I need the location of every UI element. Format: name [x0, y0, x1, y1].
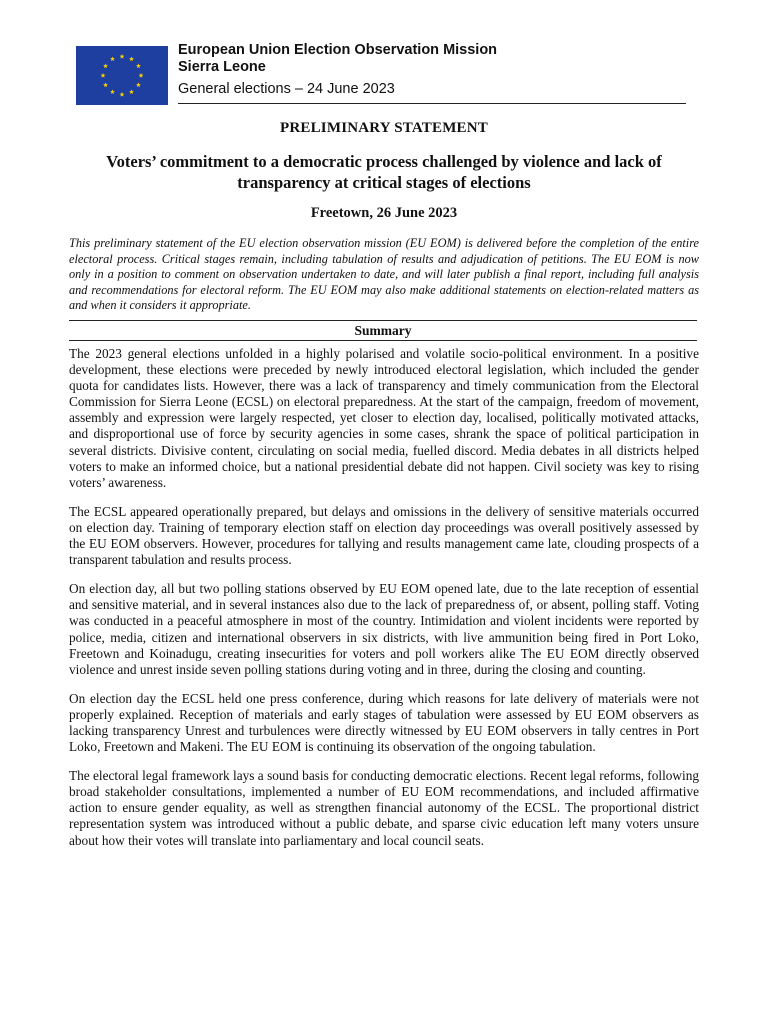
eu-flag-stars — [76, 46, 168, 105]
summary-heading-bar — [69, 320, 697, 341]
header-divider — [178, 103, 686, 104]
document-type: PRELIMINARY STATEMENT — [280, 120, 488, 136]
summary-body — [69, 346, 699, 862]
election-subtitle: General elections – 24 June 2023 — [178, 81, 395, 97]
disclaimer-paragraph: This preliminary statement of the EU election observation mission (EU EOM) is delivered before the completion of the entire electoral process. Critical stages remain, including tabulation of results and adjudication of petitions. The EU EOM is now only in a position to comment on observation undertaken to date, and will later publish a final report, including full analysis and recommendations for electoral reform. The EU EOM may also make additional statements on election-related matters as and when it considers it appropriate. — [69, 236, 699, 312]
mission-header — [178, 42, 688, 98]
mission-name: European Union Election Observation Mission — [178, 42, 498, 58]
eu-flag-logo — [76, 46, 168, 105]
place-and-date: Freetown, 26 June 2023 — [310, 205, 458, 221]
mission-country: Sierra Leone — [178, 59, 266, 75]
summary-paragraph: On election day the ECSL held one press conference, during which reasons for late delivery of materials were not properly explained. Reception of materials and early stages of tabulation were assessed by EU EOM observers as lacking transparency Unrest and turbulences were directly witnessed by EU EOM observers in tally centres in Port Loko, Freetown and Makeni. The EU EOM is continuing its observation of the ongoing tabulation. — [69, 690, 699, 755]
summary-paragraph: The ECSL appeared operationally prepared, but delays and omissions in the delivery of sensitive materials occurred on election day. Training of temporary election staff on election day proceedings was overall positively assessed by the EU EOM observers. However, procedures for tallying and results management came late, clouding prospects of a transparent tabulation and results process. — [69, 503, 699, 568]
summary-paragraph: On election day, all but two polling stations observed by EU EOM opened late, due to the late reception of essential and sensitive material, and in several instances also due to the lack of preparedness of, or absent, polling staff. Voting was conducted in a peaceful atmosphere in most of the country. Intimidation and violent incidents were reported by police, media, citizen and international observers in six districts, with live ammunition being fired in Port Loko, Freetown and Koinadugu, creating insecurities for voters and poll workers alike The EU EOM directly observed violence and unrest inside seven polling stations during voting and in three, during the closing and counting. — [69, 581, 699, 677]
summary-heading: Summary — [354, 323, 412, 338]
summary-paragraph: The electoral legal framework lays a sound basis for conducting democratic elections. Recent legal reforms, following broad stakeholder consultations, implemented a number of EU EOM recommendations, and included affirmative action to ensure gender equality, as well as strengthen financial autonomy of the ECSL. The proportional district representation system was introduced without a public debate, and sparse civic education left many voters unsure about how their votes will translate into parliamentary and local council seats. — [69, 768, 699, 848]
page-title: Voters’ commitment to a democratic process challenged by violence and lack of transparency at critical stages of elections — [106, 152, 662, 192]
summary-paragraph: The 2023 general elections unfolded in a highly polarised and volatile socio-political environment. In a positive development, these elections were preceded by newly introduced electoral legislation, which included the gender quota for candidates lists. However, there was a lack of transparency and timely communication from the Electoral Commission for Sierra Leone (ECSL) on electoral preparedness. At the start of the campaign, freedom of movement, assembly and expression were largely respected, yet closer to election day, localised, politically motivated attacks, and disproportional use of force by security agencies in some cases, shrank the space of political participation in several districts. Divisive content, circulating on social media, fuelled discord. Media debates in all districts helped voters to make an informed choice, but a national presidential debate did not happen. Civil society was key to rising voters’ awareness. — [69, 346, 699, 490]
